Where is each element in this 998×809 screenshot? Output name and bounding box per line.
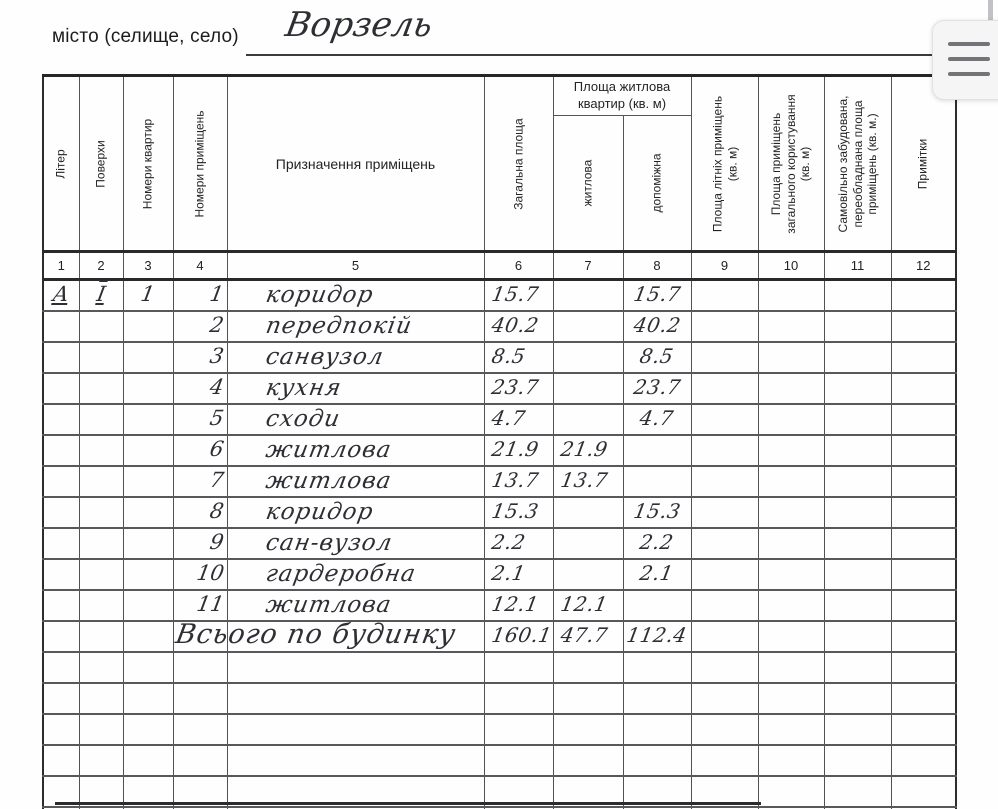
cell-floor xyxy=(79,466,123,497)
cell-empty xyxy=(43,714,79,745)
col-number: 9 xyxy=(691,252,758,280)
cell-empty xyxy=(891,311,956,342)
cell-empty xyxy=(891,342,956,373)
cell-living xyxy=(553,280,623,311)
cell-living xyxy=(553,311,623,342)
cell-apt xyxy=(123,404,173,435)
col-header-living: житлова xyxy=(553,116,623,252)
handwritten-purpose: передпокій xyxy=(263,312,414,339)
handwritten-room: 10 xyxy=(194,561,226,585)
cell-aux xyxy=(623,528,691,559)
column-number-row xyxy=(43,252,956,280)
cell-empty xyxy=(824,280,891,311)
cell-aux xyxy=(623,497,691,528)
cell-empty xyxy=(123,745,173,776)
cell-floor xyxy=(79,404,123,435)
cell-floor xyxy=(79,559,123,590)
cell-apt xyxy=(123,373,173,404)
handwritten-floor: І xyxy=(94,282,108,307)
col-header-notes: Примітки xyxy=(891,76,956,252)
cell-empty xyxy=(891,683,956,714)
handwritten-aux: 15.7 xyxy=(631,282,683,307)
cell-apt xyxy=(123,559,173,590)
cell-purpose xyxy=(227,373,484,404)
hamburger-menu-icon xyxy=(948,42,992,87)
table-body xyxy=(43,280,956,809)
cell-empty xyxy=(758,373,824,404)
cell-liter xyxy=(43,466,79,497)
cell-purpose xyxy=(227,497,484,528)
handwritten-room: 2 xyxy=(208,313,226,337)
cell-empty xyxy=(123,714,173,745)
cell-empty xyxy=(79,714,123,745)
cell-total xyxy=(484,559,553,590)
handwritten-purpose: коридор xyxy=(263,498,376,525)
scan-artifact-line xyxy=(55,802,761,805)
col-header-purpose: Призначення приміщень xyxy=(227,76,484,252)
cell-aux xyxy=(623,342,691,373)
col-number: 2 xyxy=(79,252,123,280)
cell-empty xyxy=(891,776,956,807)
cell-empty xyxy=(824,776,891,807)
document-header xyxy=(0,0,998,74)
total-row xyxy=(43,621,956,652)
cell-room xyxy=(173,497,227,528)
cell-floor xyxy=(79,373,123,404)
col-header-liter: Літер xyxy=(43,76,79,252)
col-header-common-area: Площа приміщень загального користування (кв. м) xyxy=(758,76,824,252)
premises-table-wrapper xyxy=(42,74,957,809)
cell-empty xyxy=(891,528,956,559)
handwritten-aux: 8.5 xyxy=(638,344,676,368)
menu-button[interactable] xyxy=(932,20,998,100)
empty-row xyxy=(43,714,956,745)
cell-living xyxy=(553,373,623,404)
cell-empty xyxy=(891,280,956,311)
table-header xyxy=(43,76,956,280)
cell-room xyxy=(173,466,227,497)
cell-liter xyxy=(43,590,79,621)
cell-empty xyxy=(173,652,227,683)
cell-empty xyxy=(824,745,891,776)
cell-total xyxy=(484,280,553,311)
cell-empty xyxy=(891,590,956,621)
handwritten-purpose: санвузол xyxy=(263,343,386,370)
cell-purpose xyxy=(227,528,484,559)
cell-empty xyxy=(484,683,553,714)
table-row xyxy=(43,280,956,311)
cell-empty xyxy=(891,497,956,528)
cell-empty xyxy=(891,714,956,745)
handwritten-room: 4 xyxy=(208,375,226,399)
cell-purpose xyxy=(227,280,484,311)
cell-liter xyxy=(43,497,79,528)
cell-apt xyxy=(123,435,173,466)
handwritten-room: 5 xyxy=(208,406,226,430)
cell-aux xyxy=(623,311,691,342)
cell-empty xyxy=(891,652,956,683)
cell-room xyxy=(173,590,227,621)
cell-empty xyxy=(691,683,758,714)
cell-empty xyxy=(173,683,227,714)
cell-empty xyxy=(691,714,758,745)
handwritten-room: 8 xyxy=(208,499,226,523)
cell-apt xyxy=(123,590,173,621)
table-row xyxy=(43,497,956,528)
cell-empty xyxy=(758,497,824,528)
group-header-living-area: Площа житлова квартир (кв. м) xyxy=(553,76,691,116)
cell-empty xyxy=(553,683,623,714)
cell-empty xyxy=(691,621,758,652)
cell-living xyxy=(553,590,623,621)
cell-empty xyxy=(758,683,824,714)
cell-empty xyxy=(484,652,553,683)
handwritten-total: 21.9 xyxy=(489,437,541,461)
cell-empty xyxy=(758,404,824,435)
cell-empty xyxy=(553,745,623,776)
col-number: 6 xyxy=(484,252,553,280)
cell-empty xyxy=(758,342,824,373)
handwritten-aux: 40.2 xyxy=(631,313,683,337)
col-number: 5 xyxy=(227,252,484,280)
handwritten-purpose: житлова xyxy=(263,591,394,618)
cell-total-label xyxy=(172,619,459,652)
cell-empty xyxy=(824,466,891,497)
cell-room xyxy=(173,280,227,311)
col-header-room-numbers: Номери приміщень xyxy=(173,76,227,252)
handwritten-purpose: гардеробна xyxy=(263,560,418,587)
empty-row xyxy=(43,652,956,683)
handwritten-aux: 2.2 xyxy=(638,530,676,554)
cell-empty xyxy=(691,311,758,342)
cell-aux xyxy=(623,435,691,466)
handwritten-living: 12.1 xyxy=(558,592,610,616)
cell-room xyxy=(173,342,227,373)
cell-floor xyxy=(79,342,123,373)
cell-empty xyxy=(691,652,758,683)
handwritten-total-value: 112.4 xyxy=(625,623,690,647)
cell-empty xyxy=(824,590,891,621)
cell-liter xyxy=(43,435,79,466)
cell-empty xyxy=(824,621,891,652)
table-row xyxy=(43,528,956,559)
col-number: 8 xyxy=(623,252,691,280)
cell-living xyxy=(553,466,623,497)
cell-apt xyxy=(123,311,173,342)
cell-apt xyxy=(123,280,173,311)
cell-empty xyxy=(891,745,956,776)
cell-total xyxy=(484,528,553,559)
handwritten-total: 15.7 xyxy=(489,282,541,307)
cell-total xyxy=(484,621,553,652)
cell-living xyxy=(553,621,623,652)
cell-empty xyxy=(123,683,173,714)
handwritten-total: 2.1 xyxy=(489,561,527,585)
cell-empty xyxy=(758,435,824,466)
cell-living xyxy=(553,559,623,590)
cell-empty xyxy=(891,466,956,497)
cell-empty xyxy=(691,404,758,435)
cell-empty xyxy=(824,528,891,559)
cell-empty xyxy=(227,745,484,776)
cell-empty xyxy=(553,652,623,683)
cell-living xyxy=(553,342,623,373)
cell-room xyxy=(173,373,227,404)
handwritten-aux: 2.1 xyxy=(638,561,676,585)
cell-apt xyxy=(123,342,173,373)
cell-living xyxy=(553,404,623,435)
col-header-auxiliary: допоміжна xyxy=(623,116,691,252)
col-header-unauthorized-area: Самовільно забудована, переобладнана площа приміщень (кв. м.) xyxy=(824,76,891,252)
handwritten-total-value: 160.1 xyxy=(489,623,554,647)
handwritten-total: 23.7 xyxy=(489,375,541,399)
cell-empty xyxy=(227,652,484,683)
cell-total xyxy=(484,404,553,435)
cell-empty xyxy=(824,683,891,714)
table-row xyxy=(43,373,956,404)
handwritten-purpose: сходи xyxy=(263,405,342,432)
cell-purpose xyxy=(227,404,484,435)
handwritten-aux: 23.7 xyxy=(631,375,683,399)
cell-room xyxy=(173,559,227,590)
cell-empty xyxy=(553,714,623,745)
cell-aux xyxy=(623,559,691,590)
cell-liter xyxy=(43,280,79,311)
cell-empty xyxy=(623,683,691,714)
cell-empty xyxy=(758,590,824,621)
cell-empty xyxy=(824,435,891,466)
cell-empty xyxy=(691,745,758,776)
city-field-underline xyxy=(246,54,936,56)
handwritten-total: 15.3 xyxy=(489,499,541,523)
cell-purpose xyxy=(227,435,484,466)
cell-aux xyxy=(623,466,691,497)
cell-empty xyxy=(623,745,691,776)
cell-purpose xyxy=(227,559,484,590)
cell-empty xyxy=(891,373,956,404)
cell-aux xyxy=(623,621,691,652)
handwritten-purpose: житлова xyxy=(263,436,394,463)
cell-floor xyxy=(79,311,123,342)
cell-room xyxy=(173,528,227,559)
cell-empty xyxy=(824,373,891,404)
cell-empty xyxy=(79,652,123,683)
cell-total xyxy=(484,590,553,621)
cell-empty xyxy=(758,745,824,776)
cell-empty xyxy=(691,497,758,528)
handwritten-total: 8.5 xyxy=(489,344,527,368)
handwritten-liter: А xyxy=(51,282,72,307)
handwritten-room: 1 xyxy=(208,282,226,307)
handwritten-purpose: житлова xyxy=(263,467,394,494)
col-number: 3 xyxy=(123,252,173,280)
cell-floor xyxy=(79,435,123,466)
cell-floor xyxy=(79,590,123,621)
cell-empty xyxy=(691,280,758,311)
table-row xyxy=(43,466,956,497)
cell-empty xyxy=(824,404,891,435)
empty-row xyxy=(43,745,956,776)
handwritten-room: 3 xyxy=(208,344,226,368)
cell-empty xyxy=(79,745,123,776)
cell-empty xyxy=(758,714,824,745)
cell-empty xyxy=(123,652,173,683)
cell-empty xyxy=(891,559,956,590)
cell-total xyxy=(484,311,553,342)
cell-apt xyxy=(123,528,173,559)
cell-purpose xyxy=(227,311,484,342)
handwritten-apt: 1 xyxy=(139,282,157,307)
premises-table xyxy=(42,74,957,809)
cell-empty xyxy=(227,714,484,745)
cell-living xyxy=(553,435,623,466)
cell-empty xyxy=(891,621,956,652)
cell-floor xyxy=(79,280,123,311)
cell-empty xyxy=(758,311,824,342)
cell-liter xyxy=(43,528,79,559)
cell-empty xyxy=(758,528,824,559)
cell-empty xyxy=(227,683,484,714)
cell-purpose xyxy=(227,590,484,621)
cell-empty xyxy=(623,652,691,683)
col-number: 4 xyxy=(173,252,227,280)
cell-living xyxy=(553,528,623,559)
cell-empty xyxy=(691,466,758,497)
cell-living xyxy=(553,497,623,528)
col-number: 10 xyxy=(758,252,824,280)
cell-total xyxy=(484,466,553,497)
handwritten-total: 12.1 xyxy=(489,592,541,616)
handwritten-purpose: кухня xyxy=(263,374,344,401)
handwritten-total: 40.2 xyxy=(489,313,541,337)
cell-empty xyxy=(824,342,891,373)
cell-liter xyxy=(43,373,79,404)
table-row xyxy=(43,311,956,342)
cell-empty xyxy=(691,559,758,590)
cell-empty xyxy=(691,528,758,559)
handwritten-aux: 4.7 xyxy=(638,406,676,430)
cell-empty xyxy=(79,683,123,714)
handwritten-purpose: сан-вузол xyxy=(263,529,395,556)
handwritten-room: 6 xyxy=(208,437,226,461)
cell-empty xyxy=(824,559,891,590)
cell-apt xyxy=(123,466,173,497)
cell-empty xyxy=(824,497,891,528)
empty-row xyxy=(43,683,956,714)
cell-empty xyxy=(43,652,79,683)
cell-empty xyxy=(691,373,758,404)
table-row xyxy=(43,342,956,373)
handwritten-purpose: коридор xyxy=(263,281,376,308)
cell-empty xyxy=(758,652,824,683)
cell-empty xyxy=(691,342,758,373)
cell-liter xyxy=(43,342,79,373)
cell-empty xyxy=(758,466,824,497)
cell-total xyxy=(484,435,553,466)
cell-empty xyxy=(484,745,553,776)
handwritten-total: 4.7 xyxy=(489,406,527,430)
cell-empty xyxy=(43,683,79,714)
handwritten-room: 11 xyxy=(194,592,226,616)
col-header-apartment-numbers: Номери квартир xyxy=(123,76,173,252)
handwritten-living: 13.7 xyxy=(558,468,610,492)
handwritten-room: 9 xyxy=(208,530,226,554)
cell-empty xyxy=(758,776,824,807)
col-header-total-area: Загальна площа xyxy=(484,76,553,252)
cell-empty xyxy=(691,590,758,621)
cell-liter xyxy=(43,311,79,342)
cell-room xyxy=(173,311,227,342)
cell-room xyxy=(173,435,227,466)
cell-purpose xyxy=(227,342,484,373)
cell-empty xyxy=(623,714,691,745)
cell-liter xyxy=(43,559,79,590)
cell-empty xyxy=(173,714,227,745)
cell-empty xyxy=(891,404,956,435)
city-field-value: Ворзель xyxy=(282,5,436,45)
cell-total xyxy=(484,373,553,404)
handwritten-room: 7 xyxy=(208,468,226,492)
col-number: 12 xyxy=(891,252,956,280)
cell-empty xyxy=(758,280,824,311)
city-field-label: місто (селище, село) xyxy=(52,26,239,47)
handwritten-total-label: Всього по будинку xyxy=(172,619,459,651)
handwritten-total-value: 47.7 xyxy=(558,623,610,647)
cell-empty xyxy=(173,745,227,776)
col-number: 11 xyxy=(824,252,891,280)
cell-empty xyxy=(79,621,123,652)
table-row xyxy=(43,559,956,590)
cell-empty xyxy=(824,714,891,745)
cell-aux xyxy=(623,404,691,435)
cell-empty xyxy=(43,745,79,776)
table-row xyxy=(43,404,956,435)
cell-purpose xyxy=(227,466,484,497)
cell-aux xyxy=(623,590,691,621)
cell-floor xyxy=(79,497,123,528)
cell-empty xyxy=(824,311,891,342)
col-number: 7 xyxy=(553,252,623,280)
cell-empty xyxy=(123,621,173,652)
cell-total xyxy=(484,342,553,373)
cell-apt xyxy=(123,497,173,528)
handwritten-living: 21.9 xyxy=(558,437,610,461)
cell-total xyxy=(484,497,553,528)
handwritten-total: 2.2 xyxy=(489,530,527,554)
handwritten-aux: 15.3 xyxy=(631,499,683,523)
cell-empty xyxy=(758,621,824,652)
handwritten-total: 13.7 xyxy=(489,468,541,492)
col-header-floors: Поверхи xyxy=(79,76,123,252)
table-row xyxy=(43,590,956,621)
cell-empty xyxy=(758,559,824,590)
cell-empty xyxy=(484,714,553,745)
cell-liter xyxy=(43,404,79,435)
cell-aux xyxy=(623,373,691,404)
cell-empty xyxy=(43,621,79,652)
table-row xyxy=(43,435,956,466)
cell-empty xyxy=(824,652,891,683)
cell-aux xyxy=(623,280,691,311)
cell-room xyxy=(173,404,227,435)
col-number: 1 xyxy=(43,252,79,280)
cell-floor xyxy=(79,528,123,559)
col-header-summer-area: Площа літніх приміщень (кв. м) xyxy=(691,76,758,252)
cell-empty xyxy=(691,435,758,466)
cell-empty xyxy=(891,435,956,466)
